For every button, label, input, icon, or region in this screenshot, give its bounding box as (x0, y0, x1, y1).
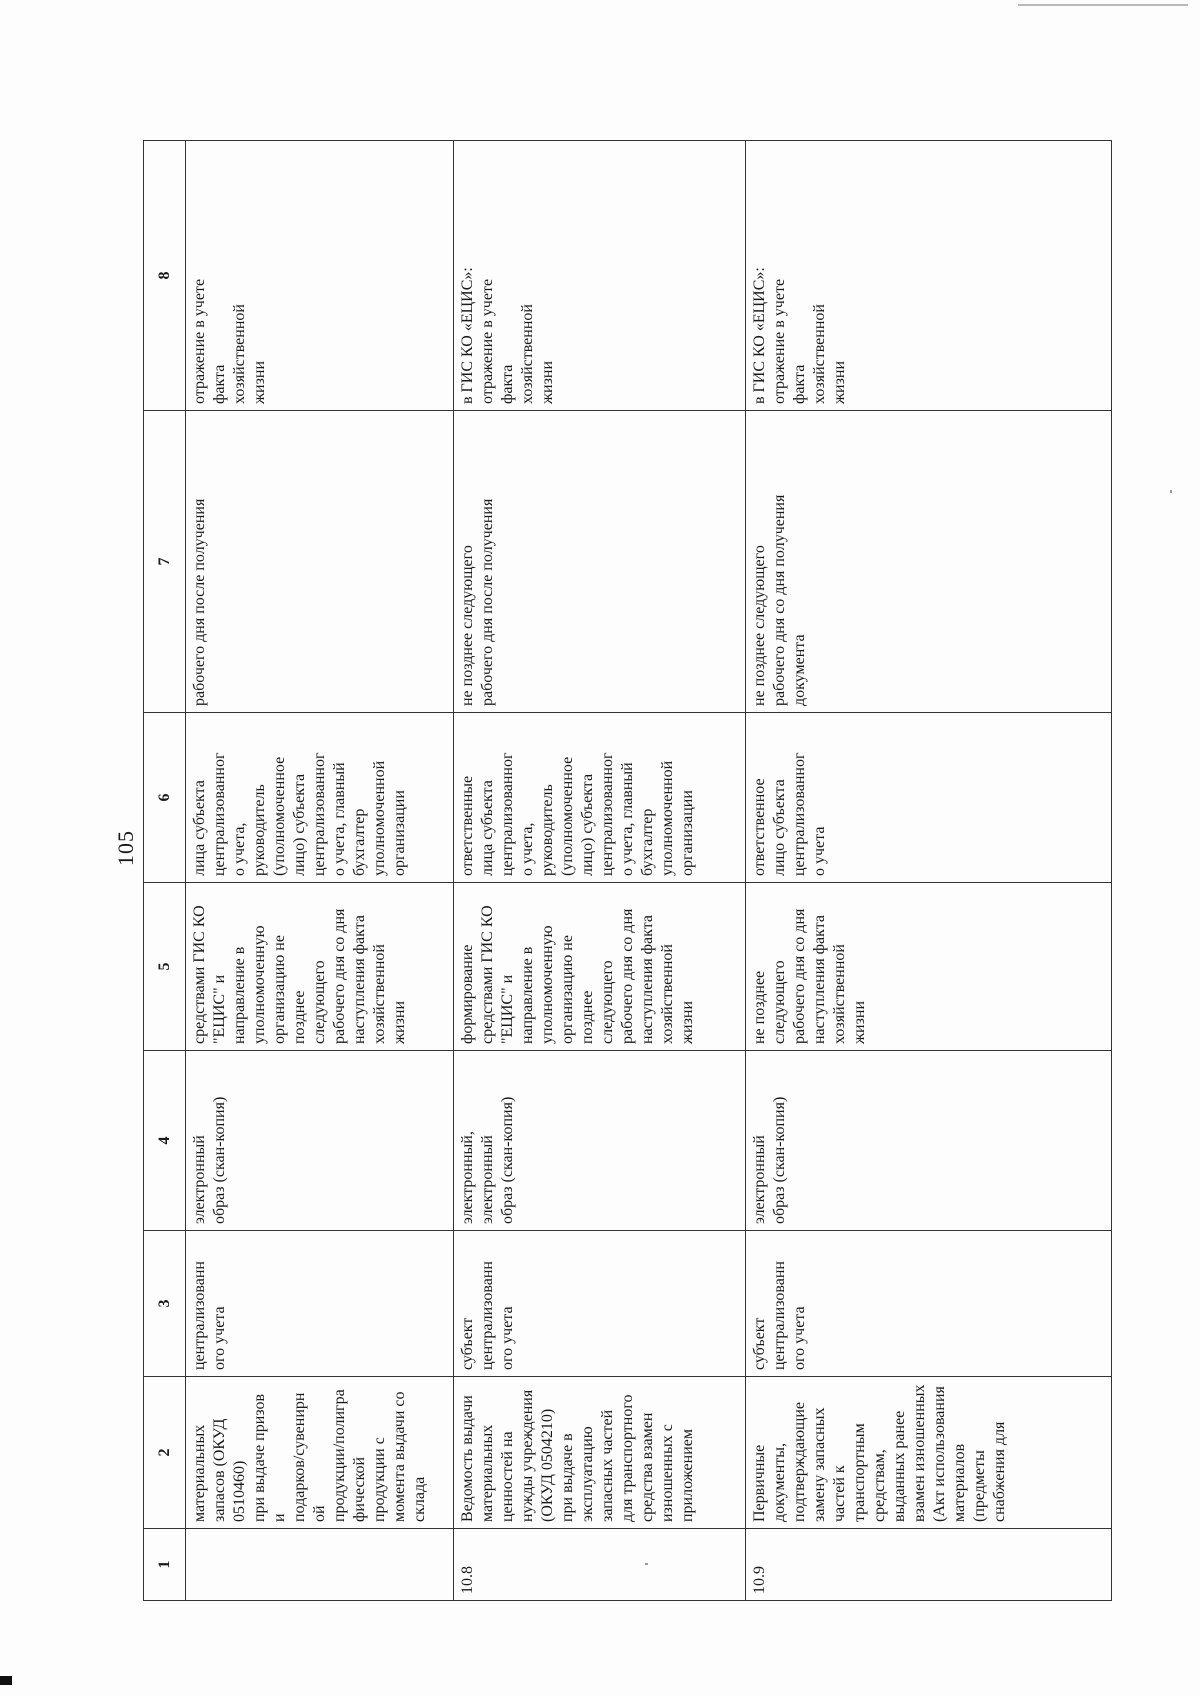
cell-creator: централизованн ого учета (186, 1231, 454, 1377)
cell-creator: субъект централизованн ого учета (454, 1231, 746, 1377)
cell-purpose: в ГИС КО «ЕЦИС»: отражение в учете факта хозяйственной жизни (454, 141, 746, 411)
cell-format: электронный, электронный образ (скан-копия) (454, 1051, 746, 1231)
cell-document: Первичные документы, подтверждающие замену запасных частей к транспортным средствам, выданных ранее взамен изношенных (Акт использования материалов (предметы снабжения для (746, 1377, 1112, 1529)
cell-deadline-create: формирование средствами ГИС КО "ЕЦИС" и направление в уполномоченную организацию не позднее следующего рабочего дня со дня наступления факта хозяйственной жизни (454, 883, 746, 1051)
cell-number: 10.8 (454, 1529, 746, 1601)
cell-purpose: в ГИС КО «ЕЦИС»: отражение в учете факта хозяйственной жизни (746, 141, 1112, 411)
table-row (454, 141, 746, 1601)
cell-format: электронный образ (скан-копия) (186, 1051, 454, 1231)
cell-signers: лица субъекта централизованног о учета, руководитель (уполномоченное лицо) субъекта централизованног о учета, главный бухгалтер уполномоченной организации (186, 713, 454, 883)
cell-number (186, 1529, 454, 1601)
table-row (186, 141, 454, 1601)
col-header-7: 7 (144, 411, 186, 713)
table-row (746, 141, 1112, 1601)
cell-creator: субъект централизованн ого учета (746, 1231, 1112, 1377)
cell-deadline-create: средствами ГИС КО "ЕЦИС" и направление в уполномоченную организацию не позднее следующего рабочего дня со дня наступления факта хозяйственной жизни (186, 883, 454, 1051)
col-header-3: 3 (144, 1231, 186, 1377)
col-header-5: 5 (144, 883, 186, 1051)
cell-signers: ответственное лицо субъекта централизованног о учета (746, 713, 1112, 883)
cell-number: 10.9 (746, 1529, 1112, 1601)
cell-format: электронный образ (скан-копия) (746, 1051, 1112, 1231)
scan-edge-line (1018, 4, 1188, 6)
col-header-2: 2 (144, 1377, 186, 1529)
cell-document: материальных запасов (ОКУД 0510460) при выдаче призов и подарков/сувенирн ой продукции/полигра фической продукции с момента выдачи со склада (186, 1377, 454, 1529)
cell-deadline-submit: рабочего дня после получения (186, 411, 454, 713)
cell-deadline-create: не позднее следующего рабочего дня со дня наступления факта хозяйственной жизни (746, 883, 1112, 1051)
col-header-8: 8 (144, 141, 186, 411)
document-table (143, 140, 1112, 1601)
page-number: 105 (113, 830, 138, 866)
header-row (144, 141, 186, 1601)
cell-purpose: отражение в учете факта хозяйственной жизни (186, 141, 454, 411)
cell-deadline-submit: не позднее следующего рабочего дня со дня получения документа (746, 411, 1112, 713)
cell-deadline-submit: не позднее следующего рабочего дня после получения (454, 411, 746, 713)
scan-speck (1170, 490, 1172, 493)
col-header-6: 6 (144, 713, 186, 883)
col-header-1: 1 (144, 1529, 186, 1601)
cell-signers: ответственные лица субъекта централизованног о учета, руководитель (уполномоченное лицо) субъекта централизованног о учета, главный бухгалтер уполномоченной организации (454, 713, 746, 883)
rotated-table-container (143, 141, 1111, 1601)
scan-edge-mark (0, 1676, 12, 1685)
col-header-4: 4 (144, 1051, 186, 1231)
cell-document: Ведомость выдачи материальных ценностей на нужды учреждения (ОКУД 0504210) при выдаче в эксплуатацию запасных частей для транспортного средства взамен изношенных с приложением (454, 1377, 746, 1529)
